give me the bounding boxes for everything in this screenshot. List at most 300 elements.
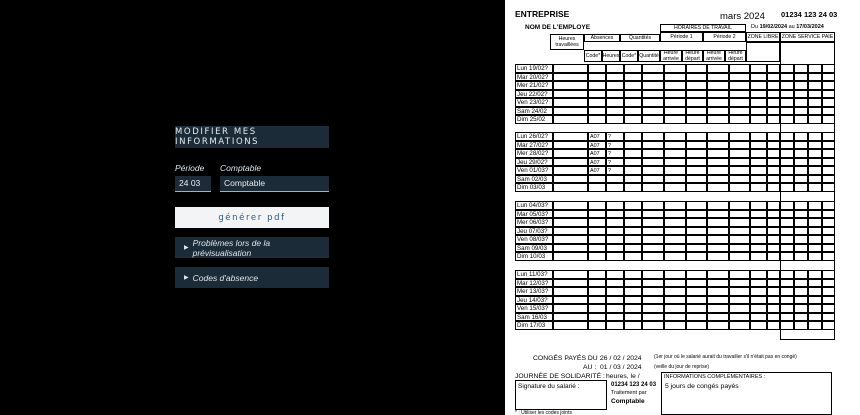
table-cell xyxy=(686,270,707,279)
header-zone-libre: ZONE LIBRE xyxy=(747,34,779,40)
absence-hours xyxy=(606,279,624,288)
table-cell xyxy=(822,296,835,305)
table-cell xyxy=(664,90,686,99)
table-cell xyxy=(767,235,780,244)
header-code: Code* xyxy=(584,50,602,62)
table-cell xyxy=(624,183,642,192)
table-cell xyxy=(822,313,835,322)
header-quantites: Quantités xyxy=(620,34,660,42)
table-cell xyxy=(729,296,750,305)
table-cell xyxy=(624,235,642,244)
table-cell xyxy=(707,107,729,116)
table-cell xyxy=(794,107,808,116)
table-cell xyxy=(767,183,780,192)
table-cell xyxy=(707,210,729,219)
table-cell xyxy=(624,218,642,227)
table-cell xyxy=(642,90,664,99)
table-cell xyxy=(808,183,822,192)
footnote: * : Utiliser les codes joints xyxy=(515,410,572,415)
absence-code xyxy=(588,90,606,99)
table-cell xyxy=(822,218,835,227)
signature-label: Signature du salarié : xyxy=(518,383,580,390)
table-cell xyxy=(707,183,729,192)
absence-hours xyxy=(606,296,624,305)
table-cell xyxy=(624,252,642,261)
table-cell xyxy=(686,115,707,124)
table-cell xyxy=(822,175,835,184)
comptable-label: Comptable xyxy=(220,163,262,173)
table-cell xyxy=(780,107,794,116)
absence-code xyxy=(588,73,606,82)
day-label: Sam 02/03 xyxy=(515,175,553,184)
day-label: Dim 03/03 xyxy=(515,183,553,192)
table-cell xyxy=(729,141,750,150)
table-cell xyxy=(624,141,642,150)
table-cell xyxy=(553,175,588,184)
table-cell xyxy=(822,158,835,167)
table-cell xyxy=(808,201,822,210)
table-cell xyxy=(750,244,767,253)
table-cell xyxy=(822,304,835,313)
table-cell xyxy=(822,166,835,175)
table-cell xyxy=(642,227,664,236)
table-cell xyxy=(553,244,588,253)
absence-hours xyxy=(606,218,624,227)
table-cell xyxy=(780,252,794,261)
day-label: Dim 25/02 xyxy=(515,115,553,124)
traitement-value: Comptable xyxy=(611,398,645,405)
table-cell xyxy=(767,90,780,99)
table-cell xyxy=(664,244,686,253)
table-cell xyxy=(822,107,835,116)
table-row xyxy=(515,296,835,305)
table-cell xyxy=(767,73,780,82)
table-cell xyxy=(822,90,835,99)
absence-hours xyxy=(606,115,624,124)
table-row xyxy=(515,73,835,82)
absence-hours xyxy=(606,252,624,261)
conges-au-note: (veille du jour de reprise) xyxy=(654,364,710,370)
table-cell xyxy=(729,287,750,296)
details-codes[interactable] xyxy=(175,267,329,288)
table-cell xyxy=(624,166,642,175)
absence-code xyxy=(588,98,606,107)
table-cell xyxy=(664,201,686,210)
absence-hours: ? xyxy=(606,149,624,158)
table-cell xyxy=(624,73,642,82)
employee-name-label: NOM DE L'EMPLOYE xyxy=(525,24,591,31)
table-cell xyxy=(794,166,808,175)
table-row xyxy=(515,149,835,158)
table-cell xyxy=(707,64,729,73)
table-cell xyxy=(794,252,808,261)
table-cell xyxy=(686,81,707,90)
absence-hours xyxy=(606,270,624,279)
month-title: mars 2024 xyxy=(720,11,765,22)
table-cell xyxy=(707,218,729,227)
table-cell xyxy=(822,210,835,219)
absence-hours xyxy=(606,227,624,236)
absence-hours xyxy=(606,90,624,99)
table-cell xyxy=(624,90,642,99)
table-cell xyxy=(729,73,750,82)
table-cell xyxy=(729,313,750,322)
modify-info-button[interactable]: MODIFIER MES INFORMATIONS xyxy=(175,126,329,148)
table-cell xyxy=(553,158,588,167)
table-cell xyxy=(794,81,808,90)
table-cell xyxy=(553,252,588,261)
table-cell xyxy=(767,175,780,184)
entreprise-title: ENTREPRISE xyxy=(515,9,570,19)
day-label: Dim 17/03 xyxy=(515,321,553,330)
table-cell xyxy=(767,115,780,124)
table-cell xyxy=(750,201,767,210)
table-cell xyxy=(780,321,794,330)
table-cell xyxy=(780,227,794,236)
table-cell xyxy=(642,149,664,158)
table-cell xyxy=(729,132,750,141)
day-label: Sam 24/02 xyxy=(515,107,553,116)
table-cell xyxy=(707,175,729,184)
absence-code xyxy=(588,210,606,219)
table-cell xyxy=(750,90,767,99)
table-cell xyxy=(707,73,729,82)
pdf-preview xyxy=(505,0,860,415)
absence-code: A07 xyxy=(588,166,606,175)
conges-du-note: (1er jour où le salarié aurait du travailler s'il n'était pas en congé) xyxy=(654,354,797,360)
table-cell xyxy=(794,158,808,167)
table-cell xyxy=(686,73,707,82)
table-cell xyxy=(794,210,808,219)
table-cell xyxy=(794,64,808,73)
triangle-right-icon: ▶ xyxy=(184,245,189,251)
day-label: Ven 01/03? xyxy=(515,166,553,175)
table-cell xyxy=(553,183,588,192)
table-cell xyxy=(767,313,780,322)
table-cell xyxy=(808,270,822,279)
table-cell xyxy=(780,98,794,107)
table-cell xyxy=(686,252,707,261)
table-cell xyxy=(750,296,767,305)
table-cell xyxy=(624,201,642,210)
table-cell xyxy=(642,73,664,82)
table-cell xyxy=(664,115,686,124)
table-cell xyxy=(729,107,750,116)
table-cell xyxy=(642,252,664,261)
table-cell xyxy=(664,296,686,305)
table-cell xyxy=(767,287,780,296)
table-cell xyxy=(808,235,822,244)
table-cell xyxy=(822,287,835,296)
table-cell xyxy=(642,210,664,219)
table-cell xyxy=(664,313,686,322)
table-cell xyxy=(767,304,780,313)
table-cell xyxy=(822,244,835,253)
table-cell xyxy=(707,252,729,261)
absence-hours xyxy=(606,107,624,116)
table-cell xyxy=(808,279,822,288)
table-cell xyxy=(664,252,686,261)
table-cell xyxy=(780,81,794,90)
table-row xyxy=(515,321,835,330)
table-cell xyxy=(707,313,729,322)
table-cell xyxy=(707,81,729,90)
table-cell xyxy=(686,210,707,219)
table-cell xyxy=(553,73,588,82)
table-cell xyxy=(642,296,664,305)
table-cell xyxy=(553,210,588,219)
table-cell xyxy=(707,149,729,158)
table-cell xyxy=(780,313,794,322)
table-cell xyxy=(624,64,642,73)
absence-hours xyxy=(606,98,624,107)
table-cell xyxy=(808,166,822,175)
table-cell xyxy=(780,218,794,227)
solidarite-value: heures, le / xyxy=(606,373,640,380)
absence-code xyxy=(588,313,606,322)
absence-code: A07 xyxy=(588,141,606,150)
table-cell xyxy=(624,244,642,253)
table-cell xyxy=(707,296,729,305)
table-cell xyxy=(664,227,686,236)
table-cell xyxy=(822,149,835,158)
table-cell xyxy=(750,235,767,244)
conges-du-value: 26 / 02 / 2024 xyxy=(600,355,642,362)
table-cell xyxy=(780,90,794,99)
table-cell xyxy=(686,287,707,296)
table-cell xyxy=(808,227,822,236)
table-cell xyxy=(664,183,686,192)
table-cell xyxy=(664,107,686,116)
table-cell xyxy=(822,81,835,90)
absence-code xyxy=(588,183,606,192)
table-cell xyxy=(729,90,750,99)
day-label: Ven 15/03? xyxy=(515,304,553,313)
table-cell xyxy=(729,158,750,167)
table-cell xyxy=(707,141,729,150)
info-value: 5 jours de congés payés xyxy=(665,383,739,390)
table-cell xyxy=(553,218,588,227)
absence-hours xyxy=(606,201,624,210)
table-cell xyxy=(750,252,767,261)
table-cell xyxy=(780,296,794,305)
table-cell xyxy=(750,279,767,288)
absence-hours: ? xyxy=(606,158,624,167)
table-cell xyxy=(808,98,822,107)
absence-code xyxy=(588,175,606,184)
header-heure-depart2: Heure départ xyxy=(725,50,746,62)
absence-hours xyxy=(606,313,624,322)
table-cell xyxy=(767,321,780,330)
table-cell xyxy=(729,201,750,210)
table-cell xyxy=(624,270,642,279)
table-cell xyxy=(780,201,794,210)
table-cell xyxy=(750,158,767,167)
table-cell xyxy=(624,81,642,90)
table-cell xyxy=(553,115,588,124)
table-cell xyxy=(767,244,780,253)
table-cell xyxy=(707,166,729,175)
table-cell xyxy=(642,279,664,288)
table-cell xyxy=(664,175,686,184)
table-cell xyxy=(808,296,822,305)
table-cell xyxy=(822,141,835,150)
table-row xyxy=(515,98,835,107)
table-cell xyxy=(707,270,729,279)
table-cell xyxy=(686,166,707,175)
absence-hours xyxy=(606,235,624,244)
header-heure-depart: Heure départ xyxy=(682,50,703,62)
table-cell xyxy=(642,304,664,313)
table-cell xyxy=(642,158,664,167)
header-horaires: HORAIRES DE TRAVAIL xyxy=(660,24,746,32)
periode-input[interactable]: 24 03 xyxy=(175,176,211,192)
table-cell xyxy=(642,270,664,279)
table-cell xyxy=(553,304,588,313)
table-cell xyxy=(780,64,794,73)
table-cell xyxy=(808,107,822,116)
table-cell xyxy=(794,201,808,210)
conges-au-value: 01 / 03 / 2024 xyxy=(600,364,642,371)
header-heures-travaillees: Heures travaillées xyxy=(550,34,584,50)
absence-code xyxy=(588,235,606,244)
table-cell xyxy=(642,235,664,244)
table-cell xyxy=(686,279,707,288)
table-cell xyxy=(664,287,686,296)
table-cell xyxy=(767,201,780,210)
absence-code xyxy=(588,296,606,305)
table-cell xyxy=(664,149,686,158)
table-cell xyxy=(767,141,780,150)
generate-pdf-button[interactable]: générer pdf xyxy=(175,207,329,228)
table-cell xyxy=(553,235,588,244)
table-cell xyxy=(750,218,767,227)
table-row xyxy=(515,166,835,175)
table-cell xyxy=(822,183,835,192)
table-cell xyxy=(624,321,642,330)
table-cell xyxy=(707,304,729,313)
header-zone-service: ZONE SERVICE PAIE xyxy=(781,34,834,40)
table-row xyxy=(515,64,835,73)
day-label: Jeu 22/02? xyxy=(515,90,553,99)
table-cell xyxy=(808,141,822,150)
table-cell xyxy=(664,81,686,90)
table-cell xyxy=(729,149,750,158)
table-cell xyxy=(707,287,729,296)
employee-code: 01234 123 24 03 xyxy=(781,10,838,19)
periode-label: Période xyxy=(175,163,205,173)
traitement-label: Traitement par xyxy=(611,390,647,396)
absence-hours: ? xyxy=(606,132,624,141)
table-cell xyxy=(642,175,664,184)
table-cell xyxy=(750,270,767,279)
absence-code xyxy=(588,218,606,227)
table-cell xyxy=(808,321,822,330)
table-cell xyxy=(686,321,707,330)
table-row xyxy=(515,90,835,99)
table-cell xyxy=(780,235,794,244)
table-cell xyxy=(624,107,642,116)
table-cell xyxy=(729,252,750,261)
table-cell xyxy=(808,115,822,124)
table-cell xyxy=(664,73,686,82)
table-cell xyxy=(750,166,767,175)
table-cell xyxy=(664,279,686,288)
table-cell xyxy=(553,227,588,236)
table-cell xyxy=(642,115,664,124)
table-cell xyxy=(822,64,835,73)
day-label: Ven 08/03? xyxy=(515,235,553,244)
table-cell xyxy=(553,81,588,90)
table-cell xyxy=(729,64,750,73)
table-cell xyxy=(794,90,808,99)
table-cell xyxy=(780,183,794,192)
table-cell xyxy=(664,64,686,73)
table-cell xyxy=(553,90,588,99)
absence-code xyxy=(588,321,606,330)
table-cell xyxy=(553,98,588,107)
day-label: Sam 16/03 xyxy=(515,313,553,322)
table-cell xyxy=(664,210,686,219)
table-cell xyxy=(686,201,707,210)
absence-code xyxy=(588,244,606,253)
table-row xyxy=(515,218,835,227)
table-cell xyxy=(729,175,750,184)
table-cell xyxy=(707,132,729,141)
table-row xyxy=(515,201,835,210)
table-cell xyxy=(750,287,767,296)
table-row xyxy=(515,210,835,219)
table-cell xyxy=(686,141,707,150)
table-cell xyxy=(822,321,835,330)
table-cell xyxy=(808,218,822,227)
table-cell xyxy=(822,201,835,210)
table-cell xyxy=(553,321,588,330)
table-cell xyxy=(729,235,750,244)
conges-au-label: AU : xyxy=(583,364,597,371)
table-cell xyxy=(808,287,822,296)
day-label: Sam 09/03 xyxy=(515,244,553,253)
header-heure-arrivee: Heure arrivée xyxy=(660,50,682,62)
day-label: Mer 28/02? xyxy=(515,149,553,158)
table-cell xyxy=(664,141,686,150)
table-cell xyxy=(707,90,729,99)
table-cell xyxy=(767,158,780,167)
table-cell xyxy=(707,235,729,244)
table-cell xyxy=(664,98,686,107)
absence-hours xyxy=(606,81,624,90)
absence-code: A07 xyxy=(588,149,606,158)
details-problems[interactable] xyxy=(175,237,329,258)
table-cell xyxy=(664,218,686,227)
table-cell xyxy=(822,132,835,141)
day-label: Lun 11/03? xyxy=(515,270,553,279)
table-cell xyxy=(822,73,835,82)
table-cell xyxy=(642,64,664,73)
table-cell xyxy=(553,287,588,296)
table-row xyxy=(515,287,835,296)
table-cell xyxy=(750,321,767,330)
table-cell xyxy=(780,115,794,124)
date-range: Du 19/02/2024 au 17/03/2024 xyxy=(751,24,824,30)
table-cell xyxy=(642,107,664,116)
table-cell xyxy=(750,98,767,107)
table-cell xyxy=(794,287,808,296)
table-cell xyxy=(729,166,750,175)
table-cell xyxy=(707,244,729,253)
table-cell xyxy=(767,218,780,227)
comptable-input[interactable]: Comptable xyxy=(220,176,329,192)
